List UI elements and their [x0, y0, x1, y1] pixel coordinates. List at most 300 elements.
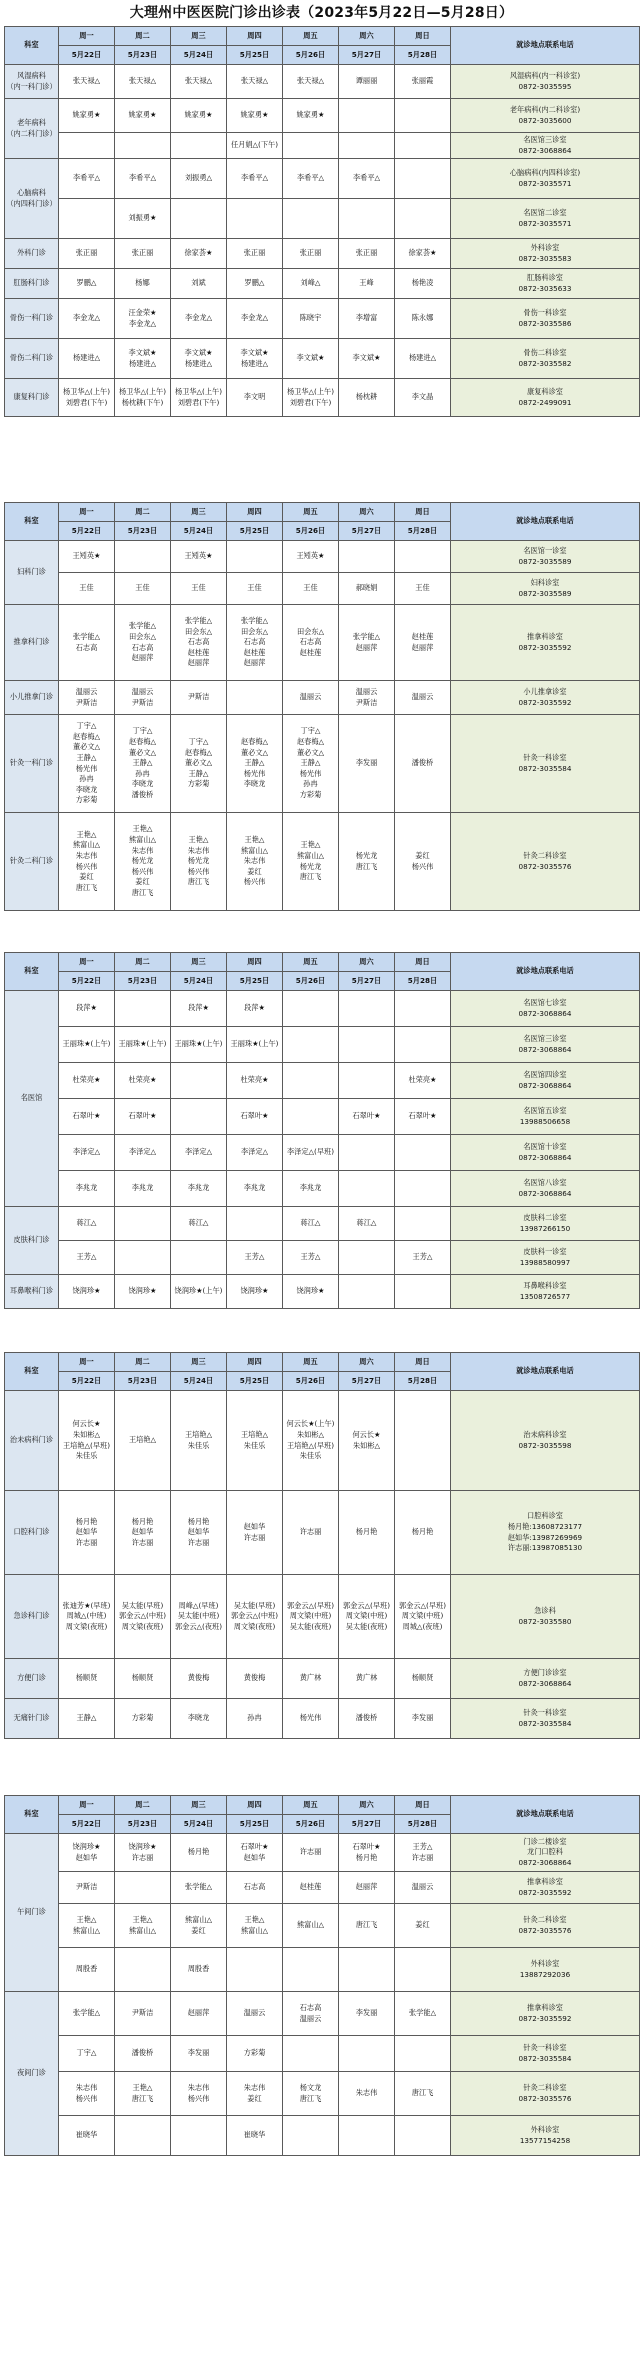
cell-line: 汪金荣★: [128, 307, 157, 317]
dept-cell: [5, 1275, 59, 1309]
schedule-table: [4, 26, 640, 417]
table-row: [5, 339, 640, 379]
cell-line: 李希平△: [296, 173, 325, 183]
doctor-cell: [227, 715, 283, 813]
cell-line: 赵如华: [75, 1527, 98, 1537]
cell-line: 石志高: [75, 642, 98, 652]
contact-cell: [451, 133, 640, 159]
cell-line: 黄俊梅: [243, 1673, 266, 1683]
doctor-cell: [283, 1275, 339, 1309]
cell-line: 丁宇△: [300, 726, 321, 736]
doctor-cell: [395, 239, 451, 269]
doctor-cell: [115, 715, 171, 813]
doctor-cell: [283, 2036, 339, 2072]
doctor-cell: [283, 1135, 339, 1171]
cell-line: 张正丽: [131, 248, 154, 258]
cell-line: 石志高: [299, 637, 322, 647]
table-row: [5, 1171, 640, 1207]
doctor-cell: [59, 1275, 115, 1309]
cell-line: 王芳△: [300, 1252, 321, 1262]
doctor-cell: [227, 1575, 283, 1659]
doctor-cell: [115, 2072, 171, 2116]
contact-cell: [451, 339, 640, 379]
cell-line: 杨光伟: [299, 1713, 322, 1723]
doctor-cell: [339, 1904, 395, 1948]
cell-line: 无痛针门诊: [13, 1713, 50, 1723]
cell-line: 0872-3068864: [518, 1857, 572, 1867]
cell-line: 名医馆一诊室: [523, 545, 567, 555]
cell-line: 杨建进△: [184, 358, 213, 368]
doctor-cell: [339, 2036, 395, 2072]
doctor-cell: [227, 1834, 283, 1872]
cell-line: 0872-3035589: [518, 556, 572, 566]
doctor-cell: [227, 159, 283, 199]
cell-line: 杨兴伟: [75, 2093, 98, 2103]
weekday-header: 周四: [227, 1353, 283, 1372]
table-row: [5, 269, 640, 299]
cell-line: 许志丽:13987085130: [507, 1543, 583, 1553]
doctor-cell: [339, 1241, 395, 1275]
doctor-cell: [283, 1872, 339, 1904]
cell-line: 王佳: [191, 583, 206, 593]
cell-line: 张迪芳★(早班): [62, 1600, 111, 1610]
doctor-cell: [59, 99, 115, 133]
cell-line: 郭金云△(早班): [398, 1600, 447, 1610]
cell-line: 郭金云△(夜班): [174, 1621, 223, 1631]
cell-line: 李希平△: [128, 173, 157, 183]
date-header: 5月24日: [171, 1815, 227, 1834]
doctor-cell: [59, 681, 115, 715]
cell-line: 杨月艳: [355, 1527, 378, 1537]
cell-line: 王佳: [79, 583, 94, 593]
cell-line: 朱佳乐: [299, 1451, 322, 1461]
doctor-cell: [59, 573, 115, 605]
cell-line: 石志高: [131, 642, 154, 652]
doctor-cell: [115, 379, 171, 417]
table-row: [5, 541, 640, 573]
doctor-cell: [283, 299, 339, 339]
doctor-cell: [339, 813, 395, 911]
table-row: [5, 379, 640, 417]
cell-line: 李金龙△: [184, 313, 213, 323]
doctor-cell: [115, 239, 171, 269]
date-header: 5月28日: [395, 522, 451, 541]
doctor-cell: [171, 1659, 227, 1699]
cell-line: 王佳: [135, 583, 150, 593]
cell-line: 名医馆四诊室: [523, 1069, 567, 1079]
weekday-header: 周一: [59, 27, 115, 46]
dept-cell: [5, 159, 59, 239]
cell-line: 王培艳△(早班): [62, 1440, 111, 1450]
cell-line: 朱志伟: [187, 2082, 210, 2092]
cell-line: 13577154258: [519, 2135, 571, 2145]
doctor-cell: [283, 99, 339, 133]
cell-line: 0872-3035592: [518, 642, 572, 652]
cell-line: 唐江飞: [187, 877, 210, 887]
cell-line: 郝晓娟: [355, 583, 378, 593]
doctor-cell: [395, 2116, 451, 2156]
contact-cell: [451, 1027, 640, 1063]
cell-line: 0872-3035598: [518, 1440, 572, 1450]
doctor-cell: [339, 2116, 395, 2156]
doctor-cell: [227, 573, 283, 605]
cell-line: 黄广林: [355, 1673, 378, 1683]
doctor-cell: [59, 1063, 115, 1099]
cell-line: 唐江飞: [131, 887, 154, 897]
cell-line: 推拿科诊室: [527, 631, 563, 641]
cell-line: 赵丽萍: [355, 642, 378, 652]
cell-line: 0872-3035571: [518, 218, 572, 228]
cell-line: 针灸一科门诊: [9, 758, 54, 768]
doctor-cell: [227, 1207, 283, 1241]
doctor-cell: [339, 239, 395, 269]
cell-line: 姜红: [415, 850, 430, 860]
contact-cell: [451, 2116, 640, 2156]
doctor-cell: [171, 1207, 227, 1241]
table-row: [5, 299, 640, 339]
cell-line: 王丽珠★(上午): [118, 1039, 167, 1049]
table-row: [5, 2036, 640, 2072]
cell-line: 朱佳乐: [243, 1440, 266, 1450]
weekday-header: 周四: [227, 503, 283, 522]
cell-line: 门诊二楼诊室: [523, 1836, 567, 1846]
cell-line: 杨卫华△(上午): [118, 386, 167, 396]
schedule-block-1: [4, 26, 639, 417]
cell-line: 刘碧君(下午): [65, 397, 108, 407]
weekday-header: 周日: [395, 27, 451, 46]
doctor-cell: [115, 1575, 171, 1659]
cell-line: 石志高: [243, 1882, 266, 1892]
cell-line: 风湿病科(内一科诊室): [509, 70, 581, 80]
doctor-cell: [339, 991, 395, 1027]
cell-line: 张学能△: [352, 631, 381, 641]
doctor-cell: [59, 1135, 115, 1171]
cell-line: 朱志伟: [131, 845, 154, 855]
date-header: 5月23日: [115, 1815, 171, 1834]
weekday-header: 周四: [227, 1796, 283, 1815]
schedule-table: [4, 1795, 640, 2156]
doctor-cell: [115, 1207, 171, 1241]
date-header: 5月25日: [227, 1815, 283, 1834]
cell-line: 张正丽: [243, 248, 266, 258]
cell-line: 赵桂莲: [411, 631, 434, 641]
cell-line: 董必文△: [184, 758, 213, 768]
cell-line: 温丽云: [411, 692, 434, 702]
doctor-cell: [115, 1171, 171, 1207]
cell-line: 周峰△(早班): [178, 1600, 219, 1610]
schedule-block-2: [4, 502, 639, 911]
cell-line: 王芳△: [412, 1252, 433, 1262]
cell-line: 皮肤科一诊室: [523, 1246, 567, 1256]
cell-line: 王峰: [359, 278, 374, 288]
doctor-cell: [283, 1575, 339, 1659]
date-header: 5月22日: [59, 1815, 115, 1834]
cell-line: 许志丽: [131, 1852, 154, 1862]
doctor-cell: [171, 991, 227, 1027]
doctor-cell: [227, 199, 283, 239]
cell-line: 熊富山△: [128, 1925, 157, 1935]
doctor-cell: [171, 1027, 227, 1063]
cell-line: 杜荣亮★: [72, 1075, 101, 1085]
doctor-cell: [227, 1241, 283, 1275]
cell-line: 王静△: [132, 758, 153, 768]
doctor-cell: [339, 715, 395, 813]
cell-line: 李兆龙: [299, 1183, 322, 1193]
doctor-cell: [395, 1063, 451, 1099]
weekday-header: 周五: [283, 953, 339, 972]
cell-line: 杜荣亮★: [128, 1075, 157, 1085]
doctor-cell: [171, 65, 227, 99]
cell-line: 周城△(夜班): [402, 1621, 443, 1631]
cell-line: 心脑病科: [17, 187, 46, 197]
doctor-cell: [339, 269, 395, 299]
contact-header: 就诊地点联系电话: [451, 27, 640, 65]
cell-line: 骨伤二科诊室: [523, 347, 567, 357]
cell-line: （内二科门诊）: [6, 128, 57, 138]
doctor-cell: [115, 1659, 171, 1699]
doctor-cell: [283, 269, 339, 299]
doctor-cell: [339, 1948, 395, 1992]
cell-line: 崔晓华: [243, 2130, 266, 2140]
table-row: [5, 2116, 640, 2156]
cell-line: 肛肠科诊室: [527, 272, 563, 282]
cell-line: 李泽定△: [184, 1147, 213, 1157]
cell-line: 朱志伟: [75, 850, 98, 860]
cell-line: 赵丽萍: [187, 658, 210, 668]
doctor-cell: [171, 1992, 227, 2036]
cell-line: 唐江飞: [355, 861, 378, 871]
date-header: 5月24日: [171, 46, 227, 65]
table-row: [5, 65, 640, 99]
weekday-header: 周五: [283, 27, 339, 46]
cell-line: 张正丽: [355, 248, 378, 258]
cell-line: 杨建进△: [408, 353, 437, 363]
cell-line: 王艳△: [244, 1914, 265, 1924]
doctor-cell: [115, 2036, 171, 2072]
cell-line: 王艳△: [132, 2082, 153, 2092]
cell-line: 王培艳△(早班): [286, 1440, 335, 1450]
cell-line: 熊富山△: [72, 1925, 101, 1935]
cell-line: 王艳△: [188, 835, 209, 845]
cell-line: 王矧英★: [296, 551, 325, 561]
cell-line: 王艳△: [132, 824, 153, 834]
table-row: [5, 605, 640, 681]
contact-cell: [451, 1904, 640, 1948]
cell-line: 李发丽: [355, 2008, 378, 2018]
contact-cell: [451, 379, 640, 417]
cell-line: 杨兴伟: [187, 2093, 210, 2103]
doctor-cell: [395, 1207, 451, 1241]
cell-line: 温丽云: [75, 686, 98, 696]
cell-line: 外科门诊: [17, 248, 46, 258]
cell-line: 姚家勇★: [72, 110, 101, 120]
cell-line: 唐江飞: [411, 2088, 434, 2098]
cell-line: 郭金云△(早班): [286, 1600, 335, 1610]
weekday-header: 周二: [115, 1353, 171, 1372]
doctor-cell: [171, 299, 227, 339]
dept-cell: [5, 1659, 59, 1699]
cell-line: 杨建进△: [240, 358, 269, 368]
doctor-cell: [171, 2036, 227, 2072]
cell-line: 温丽云: [299, 692, 322, 702]
cell-line: 杜荣亮★: [240, 1075, 269, 1085]
date-header: 5月26日: [283, 1815, 339, 1834]
doctor-cell: [171, 2072, 227, 2116]
contact-cell: [451, 2036, 640, 2072]
doctor-cell: [115, 299, 171, 339]
cell-line: 名医馆五诊室: [523, 1105, 567, 1115]
cell-line: 0872-3035584: [518, 763, 572, 773]
cell-line: 0872-2499091: [518, 397, 572, 407]
contact-cell: [451, 1659, 640, 1699]
table-row: [5, 573, 640, 605]
cell-line: 蒋江△: [356, 1218, 377, 1228]
doctor-cell: [171, 1575, 227, 1659]
doctor-cell: [227, 1491, 283, 1575]
cell-line: 王培艳△: [128, 1435, 157, 1445]
cell-line: 孙冉: [247, 1713, 262, 1723]
doctor-cell: [395, 1275, 451, 1309]
cell-line: 杨月艳: [187, 1516, 210, 1526]
schedule-block-3: [4, 952, 639, 1309]
cell-line: 熊富山△: [240, 845, 269, 855]
cell-line: 郭金云△(中班): [230, 1611, 279, 1621]
cell-line: 朱志伟: [243, 2082, 266, 2092]
cell-line: 赵丽萍: [131, 653, 154, 663]
cell-line: 张正丽: [75, 248, 98, 258]
cell-line: 李发丽: [411, 1713, 434, 1723]
cell-line: 何云长★: [352, 1429, 381, 1439]
doctor-cell: [115, 605, 171, 681]
doctor-cell: [115, 1699, 171, 1739]
cell-line: 赵如华: [243, 1852, 266, 1862]
contact-cell: [451, 199, 640, 239]
date-header: 5月22日: [59, 46, 115, 65]
cell-line: 李金龙△: [72, 313, 101, 323]
table-row: [5, 1275, 640, 1309]
doctor-cell: [395, 159, 451, 199]
dept-cell: [5, 605, 59, 681]
dept-cell: [5, 1992, 59, 2156]
cell-line: 姚家勇★: [184, 110, 213, 120]
cell-line: 李发丽: [187, 2048, 210, 2058]
cell-line: 张学能△: [408, 2008, 437, 2018]
cell-line: 尹斯洁: [355, 697, 378, 707]
contact-header: 就诊地点联系电话: [451, 953, 640, 991]
weekday-header: 周五: [283, 503, 339, 522]
cell-line: 王佳: [247, 583, 262, 593]
cell-line: 0872-3035576: [518, 1925, 572, 1935]
cell-line: 王芳△: [244, 1252, 265, 1262]
cell-line: 朱志伟: [75, 2082, 98, 2092]
cell-line: 杨光龙: [131, 856, 154, 866]
cell-line: 王静△: [76, 752, 97, 762]
doctor-cell: [283, 573, 339, 605]
doctor-cell: [171, 1241, 227, 1275]
cell-line: 名医馆十诊室: [523, 1141, 567, 1151]
doctor-cell: [339, 1275, 395, 1309]
weekday-header: 周三: [171, 503, 227, 522]
doctor-cell: [227, 239, 283, 269]
table-row: [5, 1992, 640, 2036]
cell-line: 董必文△: [72, 742, 101, 752]
cell-line: 赵春梅△: [128, 737, 157, 747]
schedule-table: [4, 1352, 640, 1739]
cell-line: 0872-3068864: [518, 1678, 572, 1688]
table-row: [5, 2072, 640, 2116]
cell-line: 外科诊室: [530, 1958, 560, 1968]
doctor-cell: [59, 1575, 115, 1659]
contact-cell: [451, 681, 640, 715]
cell-line: 外科诊室: [530, 242, 560, 252]
table-row: [5, 133, 640, 159]
doctor-cell: [395, 1491, 451, 1575]
doctor-cell: [171, 1904, 227, 1948]
cell-line: 0872-3068864: [518, 1044, 572, 1054]
doctor-cell: [395, 339, 451, 379]
date-header: 5月26日: [283, 522, 339, 541]
cell-line: 许志丽: [131, 1537, 154, 1547]
cell-line: 王艳△: [244, 835, 265, 845]
doctor-cell: [227, 991, 283, 1027]
cell-line: 0872-3068864: [518, 1008, 572, 1018]
doctor-cell: [339, 1659, 395, 1699]
cell-line: 李晓龙: [131, 779, 154, 789]
cell-line: 石翠叶★: [240, 1111, 269, 1121]
date-header: 5月28日: [395, 972, 451, 991]
cell-line: 夜间门诊: [17, 2068, 46, 2078]
cell-line: 周文梁(中班): [345, 1611, 388, 1621]
cell-line: 石翠叶★: [240, 1841, 269, 1851]
doctor-cell: [283, 65, 339, 99]
doctor-cell: [227, 1135, 283, 1171]
cell-line: 杨艳凌: [411, 278, 434, 288]
doctor-cell: [227, 605, 283, 681]
cell-line: 蒋江△: [76, 1218, 97, 1228]
cell-line: 唐江飞: [131, 2093, 154, 2103]
cell-line: 0872-3035584: [518, 2053, 572, 2063]
doctor-cell: [395, 1099, 451, 1135]
doctor-cell: [395, 1135, 451, 1171]
doctor-cell: [395, 681, 451, 715]
date-header: 5月26日: [283, 46, 339, 65]
doctor-cell: [227, 681, 283, 715]
cell-line: 13988506658: [519, 1116, 571, 1126]
doctor-cell: [395, 605, 451, 681]
table-row: [5, 1491, 640, 1575]
doctor-cell: [395, 133, 451, 159]
weekday-header: 周日: [395, 1353, 451, 1372]
cell-line: 潘俊桥: [355, 1713, 378, 1723]
cell-line: 谭丽丽: [355, 76, 378, 86]
doctor-cell: [339, 1171, 395, 1207]
doctor-cell: [283, 813, 339, 911]
cell-line: 朱佳乐: [187, 1440, 210, 1450]
doctor-cell: [59, 133, 115, 159]
doctor-cell: [227, 2036, 283, 2072]
doctor-cell: [283, 159, 339, 199]
contact-cell: [451, 1391, 640, 1491]
doctor-cell: [227, 1992, 283, 2036]
cell-line: （内一科门诊）: [6, 81, 57, 91]
cell-line: 姜红: [191, 1925, 206, 1935]
cell-line: 急诊科: [534, 1605, 556, 1615]
cell-line: 骨伤一科诊室: [523, 307, 567, 317]
cell-line: 杨卫华△(上午): [286, 386, 335, 396]
cell-line: 张学能△: [128, 621, 157, 631]
cell-line: 许志丽: [299, 1527, 322, 1537]
cell-line: 杨月艳: [355, 1852, 378, 1862]
